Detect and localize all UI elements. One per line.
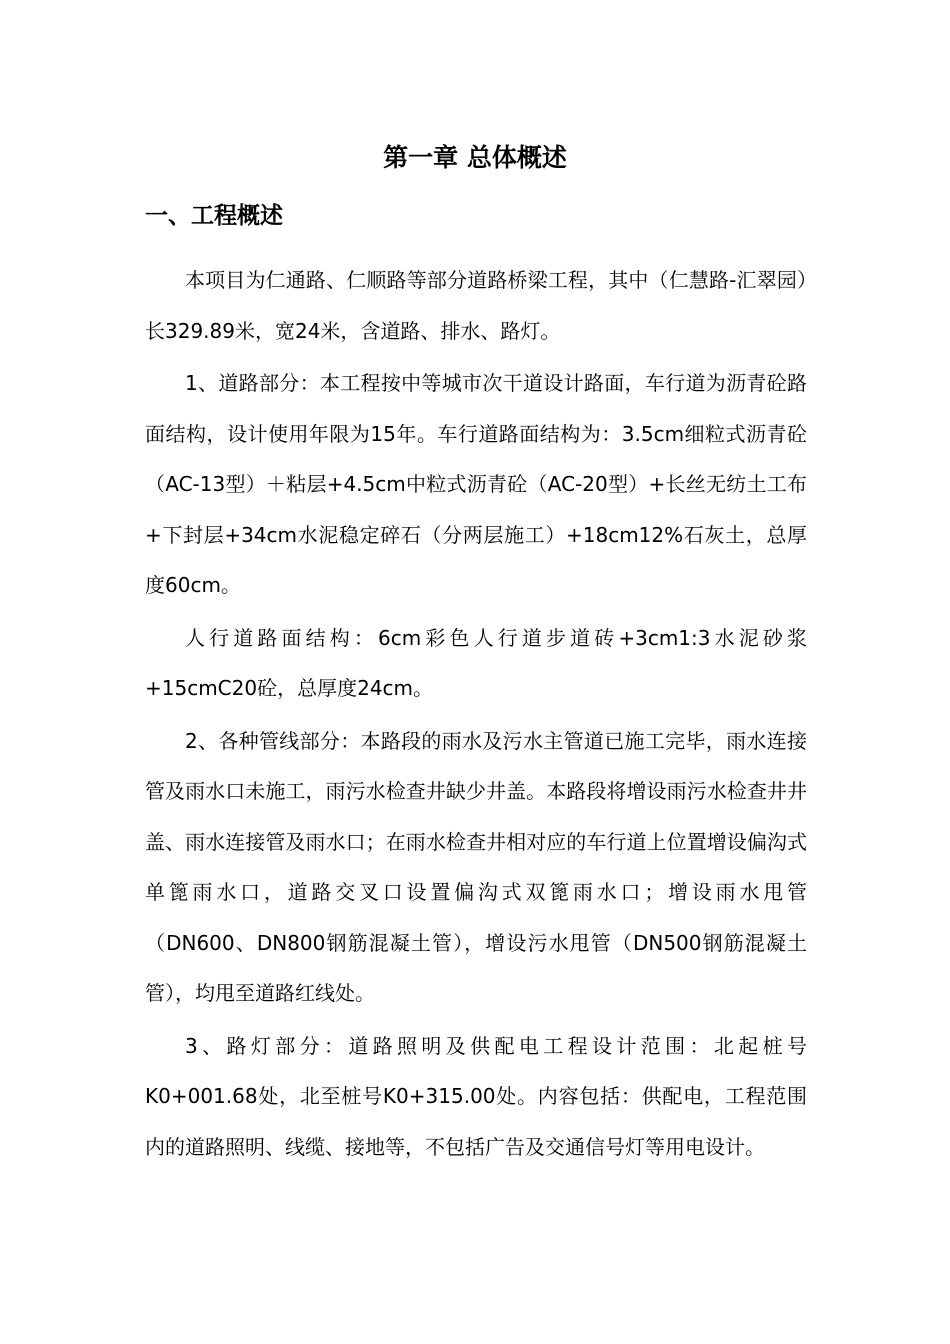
paragraph-pipeline-section: 2、各种管线部分：本路段的雨水及污水主管道已施工完毕，雨水连接管及雨水口未施工，雨污水检查井缺少井盖。本路段将增设雨污水检查井井盖、雨水连接管及雨水口；在雨水检查井相对应的车行道上位置增设偏沟式单篦雨水口，道路交叉口设置偏沟式双篦雨水口；增设雨水甩管（DN600、DN800钢筋混凝土管），增设污水甩管（DN500钢筋混凝土管），均甩至道路红线处。 <box>145 728 807 1005</box>
body-text <box>145 255 807 1174</box>
paragraph-road-section: 1、道路部分：本工程按中等城市次干道设计路面，车行道为沥青砼路面结构，设计使用年限为15年。车行道路面结构为：3.5cm细粒式沥青砼（AC-13型）＋粘层+4.5cm中粒式沥青砼（AC-20型）+长丝无纺土工布+下封层+34cm水泥稳定碎石（分两层施工）+18cm12%石灰土，总厚度60cm。 <box>145 371 807 597</box>
section-title: 一、工程概述 <box>145 203 283 229</box>
paragraph-street-lighting: 3、路灯部分：道路照明及供配电工程设计范围：北起桩号K0+001.68处，北至桩号K0+315.00处。内容包括：供配电，工程范围内的道路照明、线缆、接地等，不包括广告及交通信号灯等用电设计。 <box>145 1033 807 1159</box>
chapter-title: 第一章 总体概述 <box>383 143 567 172</box>
paragraph-project-overview: 本项目为仁通路、仁顺路等部分道路桥梁工程，其中（仁慧路-汇翠园）长329.89米，宽24米，含道路、排水、路灯。 <box>145 268 807 343</box>
paragraph-sidewalk-structure: 人行道路面结构：6cm彩色人行道步道砖+3cm1:3水泥砂浆+15cmC20砼，总厚度24cm。 <box>145 625 807 700</box>
